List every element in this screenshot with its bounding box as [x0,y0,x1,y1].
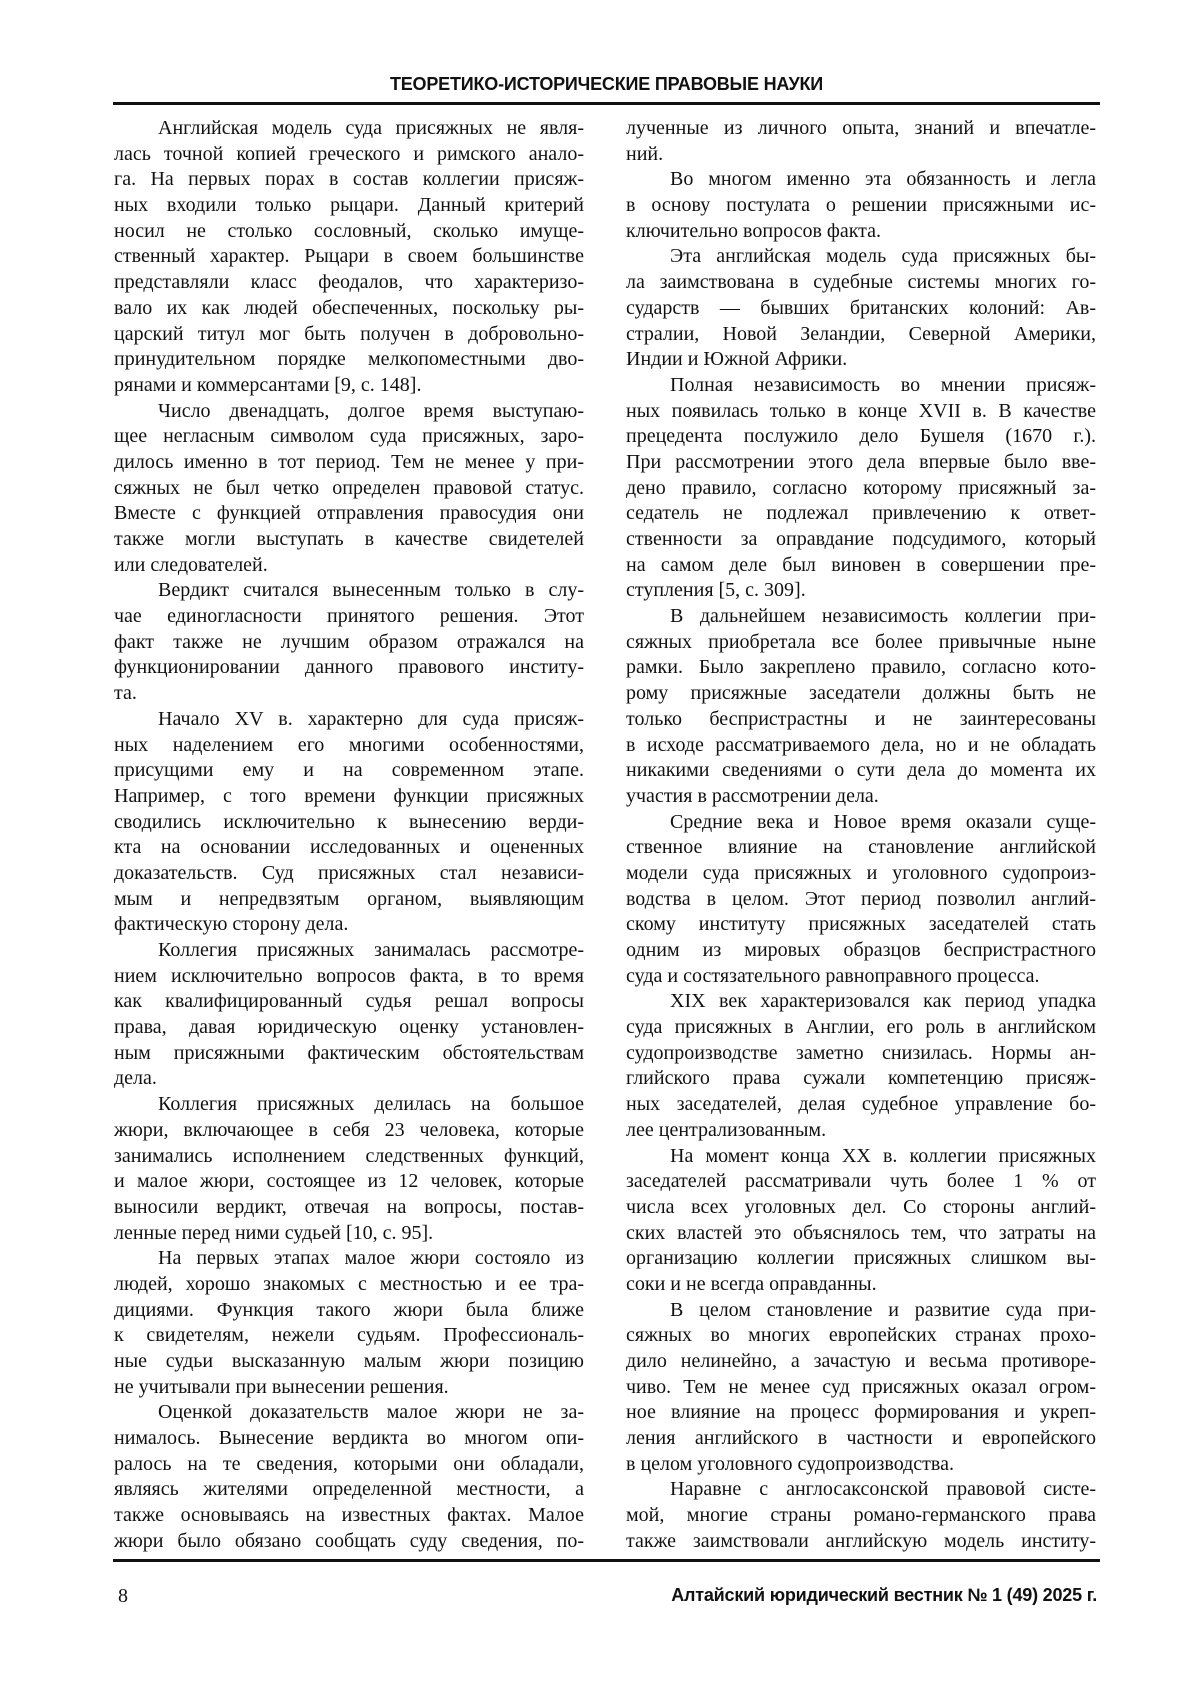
text-line: одним из мировых образцов беспристрастного [626,938,1096,964]
text-line: лее централизованным. [626,1118,1096,1144]
text-line: сударств — бывших британских колоний: Ав- [626,296,1096,322]
text-line: ступления [5, с. 309]. [626,578,1096,604]
text-line: к свидетелям, нежели судьям. Профессиональ- [114,1323,584,1349]
text-line: выносили вердикт, отвечая на вопросы, постав- [114,1195,584,1221]
text-line: Коллегия присяжных делилась на большое [114,1092,584,1118]
text-line: царский титул мог быть получен в добровольно- [114,322,584,348]
text-line: ключительно вопросов факта. [626,219,1096,245]
text-line: представляли класс феодалов, что характеризо- [114,270,584,296]
text-line: рамки. Было закреплено правило, согласно кото- [626,655,1096,681]
text-line: носил не столько сословный, сколько имуще- [114,219,584,245]
text-line: кта на основании исследованных и оцененных [114,835,584,861]
text-line: скому институту присяжных заседателей стать [626,912,1096,938]
text-line: прецедента послужило дело Бушеля (1670 г.). [626,424,1096,450]
text-line: фактическую сторону дела. [114,912,584,938]
paragraph [626,604,1096,810]
text-line: факт также не лучшим образом отражался на [114,630,584,656]
paragraph [626,1144,1096,1298]
header-divider [113,102,1100,105]
paragraph [114,1400,584,1554]
paragraph [626,167,1096,244]
text-line: лась точной копией греческого и римского анало- [114,142,584,168]
text-line: глийского права сужали компетенцию присяж- [626,1066,1096,1092]
text-line: ственное влияние на становление английской [626,835,1096,861]
text-line: ских властей это объяснялось тем, что затраты на [626,1221,1096,1247]
paragraph [626,244,1096,372]
text-line: функционировании данного правового институ- [114,655,584,681]
text-line: вало их как людей обеспеченных, поскольку ры- [114,296,584,322]
text-line: в целом уголовного судопроизводства. [626,1452,1096,1478]
text-line: ления английского в частности и европейского [626,1426,1096,1452]
text-line: ным присяжными фактическим обстоятельствам [114,1041,584,1067]
text-line: При рассмотрении этого дела впервые было вве- [626,450,1096,476]
text-line: ний. [626,142,1096,168]
footer-divider [113,1559,1100,1562]
text-line: На момент конца XX в. коллегии присяжных [626,1144,1096,1170]
text-line: Например, с того времени функции присяжных [114,784,584,810]
text-line: присущими ему и на современном этапе. [114,758,584,784]
text-line: дило нелинейно, а зачастую и весьма противоре- [626,1349,1096,1375]
text-line: Во многом именно эта обязанность и легла [626,167,1096,193]
text-line: рому присяжные заседатели должны быть не [626,681,1096,707]
text-line: Эта английская модель суда присяжных бы- [626,244,1096,270]
text-line: не учитывали при вынесении решения. [114,1375,584,1401]
text-column-right [626,116,1096,1555]
text-line: принудительном порядке мелкопоместными дво- [114,347,584,373]
page-number: 8 [118,1585,128,1608]
text-line: ных появилась только в конце XVII в. В качестве [626,399,1096,425]
text-line: мой, многие страны романо-германского права [626,1503,1096,1529]
text-line: суда присяжных в Англии, его роль в английском [626,1015,1096,1041]
text-line: организацию коллегии присяжных слишком вы- [626,1246,1096,1272]
paragraph [114,1246,584,1400]
text-line: ралось на те сведения, которыми они обладали, [114,1452,584,1478]
text-line: дено правило, согласно которому присяжный за- [626,476,1096,502]
text-line: Оценкой доказательств малое жюри не за- [114,1400,584,1426]
paragraph [114,116,584,399]
text-line: ные судьи высказанную малым жюри позицию [114,1349,584,1375]
text-line: мым и непредвзятым органом, выявляющим [114,887,584,913]
text-line: сводились исключительно к вынесению верди- [114,810,584,836]
text-column-left [114,116,584,1555]
text-line: седатель не подлежал привлечению к ответ- [626,501,1096,527]
text-line: доказательств. Суд присяжных стал независи- [114,861,584,887]
text-line: сяжных не был четко определен правовой статус. [114,476,584,502]
paragraph [626,810,1096,990]
text-line: людей, хорошо знакомых с местностью и ее тра- [114,1272,584,1298]
text-line: Наравне с англосаксонской правовой систе- [626,1477,1096,1503]
text-line: ла заимствована в судебные системы многих го- [626,270,1096,296]
text-line: В дальнейшем независимость коллегии при- [626,604,1096,630]
text-line: заседателей рассматривали чуть более 1 % от [626,1169,1096,1195]
text-line: Коллегия присяжных занималась рассмотре- [114,938,584,964]
text-line: также основываясь на известных фактах. Малое [114,1503,584,1529]
text-line: На первых этапах малое жюри состояло из [114,1246,584,1272]
text-line: Английская модель суда присяжных не явля- [114,116,584,142]
text-line: являясь жителями определенной местности, а [114,1477,584,1503]
text-line: также заимствовали английскую модель институ- [626,1529,1096,1555]
text-line: Вместе с функцией отправления правосудия они [114,501,584,527]
text-line: ных наделением его многими особенностями, [114,733,584,759]
paragraph [114,707,584,938]
text-line: или следователей. [114,553,584,579]
text-line: соки и не всегда оправданны. [626,1272,1096,1298]
text-line: нималось. Вынесение вердикта во многом опи- [114,1426,584,1452]
text-line: сяжных приобретала все более привычные ныне [626,630,1096,656]
paragraph [114,1092,584,1246]
text-line: Полная независимость во мнении присяж- [626,373,1096,399]
text-line: чае единогласности принятого решения. Этот [114,604,584,630]
paragraph [626,1298,1096,1478]
paragraph [114,399,584,579]
text-line: Средние века и Новое время оказали суще- [626,810,1096,836]
text-line: лученные из личного опыта, знаний и впечатле- [626,116,1096,142]
text-line: на самом деле был виновен в совершении пре- [626,553,1096,579]
text-line: щее негласным символом суда присяжных, заро- [114,424,584,450]
text-line: судопроизводстве заметно снизилась. Нормы ан- [626,1041,1096,1067]
text-line: никакими сведениями о сути дела до момента их [626,758,1096,784]
text-line: ных заседателей, делая судебное управление бо- [626,1092,1096,1118]
text-line: права, давая юридическую оценку установлен- [114,1015,584,1041]
text-line: модели суда присяжных и уголовного судопроиз- [626,861,1096,887]
text-line: занимались исполнением следственных функций, [114,1144,584,1170]
text-line: и малое жюри, состоящее из 12 человек, которые [114,1169,584,1195]
text-line: только беспристрастны и не заинтересованы [626,707,1096,733]
text-line: дициями. Функция такого жюри была ближе [114,1298,584,1324]
text-line: как квалифицированный судья решал вопросы [114,989,584,1015]
text-line: участия в рассмотрении дела. [626,784,1096,810]
text-line: Начало XV в. характерно для суда присяж- [114,707,584,733]
text-line: нием исключительно вопросов факта, в то время [114,964,584,990]
text-line: XIX век характеризовался как период упадка [626,989,1096,1015]
text-line: стралии, Новой Зеландии, Северной Америки, [626,322,1096,348]
paragraph [114,938,584,1092]
text-line: га. На первых порах в состав коллегии присяж- [114,167,584,193]
text-line: также могли выступать в качестве свидетелей [114,527,584,553]
text-line: В целом становление и развитие суда при- [626,1298,1096,1324]
text-line: та. [114,681,584,707]
text-line: ственный характер. Рыцари в своем большинстве [114,244,584,270]
text-line: рянами и коммерсантами [9, с. 148]. [114,373,584,399]
text-line: Число двенадцать, долгое время выступаю- [114,399,584,425]
paragraph [626,989,1096,1143]
text-line: ственности за оправдание подсудимого, который [626,527,1096,553]
text-line: в исходе рассматриваемого дела, но и не обладать [626,733,1096,759]
text-line: чиво. Тем не менее суд присяжных оказал огром- [626,1375,1096,1401]
paragraph [626,1477,1096,1554]
text-line: числа всех уголовных дел. Со стороны англий- [626,1195,1096,1221]
text-line: ленные перед ними судьей [10, с. 95]. [114,1221,584,1247]
journal-title: Алтайский юридический вестник № 1 (49) 2025 г. [671,1585,1097,1606]
paragraph [114,578,584,706]
text-line: сяжных во многих европейских странах прохо- [626,1323,1096,1349]
running-header: ТЕОРЕТИКО-ИСТОРИЧЕСКИЕ ПРАВОВЫЕ НАУКИ [113,74,1100,95]
text-line: в основу постулата о решении присяжными ис- [626,193,1096,219]
text-line: жюри, включающее в себя 23 человека, которые [114,1118,584,1144]
text-line: суда и состязательного равноправного процесса. [626,964,1096,990]
text-line: Индии и Южной Африки. [626,347,1096,373]
text-line: Вердикт считался вынесенным только в слу- [114,578,584,604]
text-line: дилось именно в тот период. Тем не менее у при- [114,450,584,476]
paragraph [626,116,1096,167]
text-line: дела. [114,1066,584,1092]
paragraph [626,373,1096,604]
text-line: жюри было обязано сообщать суду сведения, по- [114,1529,584,1555]
text-line: ных входили только рыцари. Данный критерий [114,193,584,219]
text-line: ное влияние на процесс формирования и укреп- [626,1400,1096,1426]
text-line: водства в целом. Этот период позволил англий- [626,887,1096,913]
